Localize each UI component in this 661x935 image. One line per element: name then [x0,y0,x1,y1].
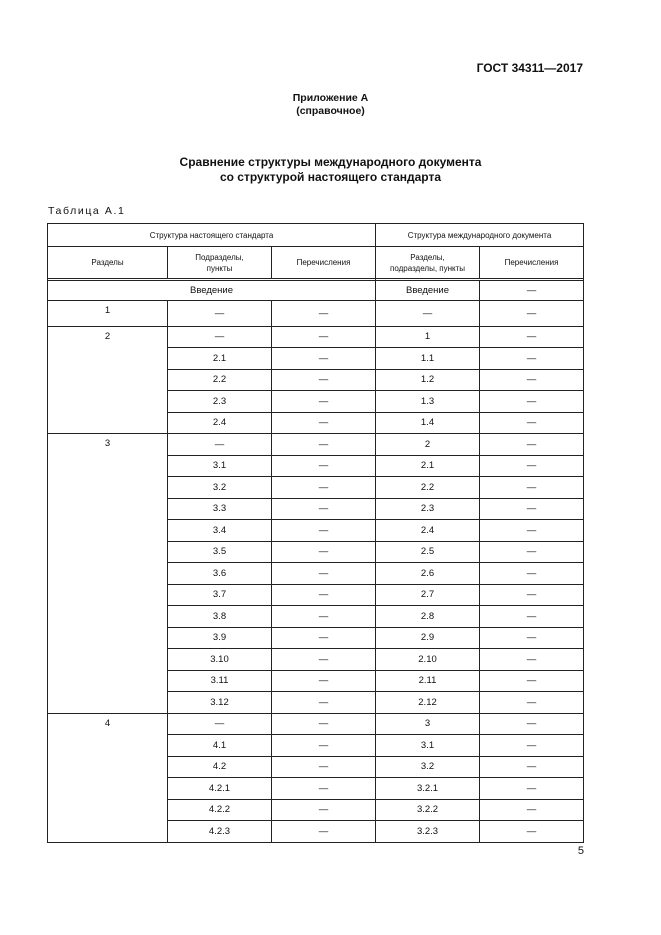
intl-section-cell: 2.8 [376,606,480,628]
intl-section-cell: 1.2 [376,369,480,391]
enumeration-cell: — [272,455,376,477]
intl-enumeration-cell: — [480,649,584,671]
intl-section-cell: 3.2.2 [376,799,480,821]
subsection-cell: 2.1 [168,348,272,370]
intl-section-cell: 2.10 [376,649,480,671]
subsection-cell: 3.2 [168,477,272,499]
subsection-cell: 2.4 [168,412,272,434]
table-row [48,301,584,327]
enumeration-cell: — [272,670,376,692]
col-header-intl-line-2: подразделы, пункты [389,263,466,273]
section-number-cell: 4 [48,713,168,842]
annex-note: (справочное) [296,105,365,117]
col-header-subsections-line-1: Подразделы, [195,252,244,262]
enumeration-cell: — [272,541,376,563]
intl-section-cell: 2 [376,434,480,456]
intl-enumeration-cell: — [480,348,584,370]
enumeration-cell: — [272,369,376,391]
enumeration-cell: — [272,477,376,499]
document-code: ГОСТ 34311—2017 [476,61,583,75]
intl-enumeration-cell: — [480,756,584,778]
intl-section-cell: 2.6 [376,563,480,585]
subsection-cell: 3.8 [168,606,272,628]
intl-enumeration-cell: — [480,369,584,391]
intl-enumeration-cell: — [480,520,584,542]
enumeration-cell: — [272,606,376,628]
heading-line-2: со структурой настоящего стандарта [219,170,442,184]
intl-section-cell: 2.12 [376,692,480,714]
enumeration-cell: — [272,412,376,434]
intl-enumeration-cell: — [480,326,584,348]
introduction-international: Введение [376,281,480,301]
subsection-cell: 3.12 [168,692,272,714]
enumeration-cell: — [272,778,376,800]
intl-section-cell: 3.2.3 [376,821,480,843]
intl-section-cell: 2.7 [376,584,480,606]
enumeration-cell: — [272,584,376,606]
enumeration-cell: — [272,821,376,843]
subsection-cell: 3.7 [168,584,272,606]
intl-section-cell: 2.2 [376,477,480,499]
intl-enumeration-cell: — [480,412,584,434]
enumeration-cell: — [272,799,376,821]
comparison-table [47,223,584,843]
enumeration-cell: — [272,391,376,413]
intl-section-cell: 1.3 [376,391,480,413]
intl-enumeration-cell: — [480,391,584,413]
col-header-subsections [168,247,272,279]
enumeration-cell: — [272,301,376,327]
group-header-national: Структура настоящего стандарта [48,224,376,247]
intl-enumeration-cell: — [480,670,584,692]
intl-enumeration-cell: — [480,735,584,757]
intl-enumeration-cell: — [480,434,584,456]
intl-section-cell: 2.4 [376,520,480,542]
heading-line-1: Сравнение структуры международного документа [179,155,482,169]
subsection-cell: 4.2.1 [168,778,272,800]
intl-section-cell: 2.1 [376,455,480,477]
col-header-intl-enumerations: Перечисления [480,247,584,279]
section-number-cell: 3 [48,434,168,714]
intl-enumeration-cell: — [480,821,584,843]
enumeration-cell: — [272,498,376,520]
introduction-national: Введение [48,281,376,301]
subsection-cell: 3.3 [168,498,272,520]
col-header-subsections-line-2: пункты [206,263,233,273]
enumeration-cell: — [272,348,376,370]
subsection-cell: — [168,434,272,456]
subsection-cell: 4.2 [168,756,272,778]
annex-title: Приложение А [292,92,369,104]
subsection-cell: 2.2 [168,369,272,391]
page-number: 5 [577,845,584,857]
table-column-header-row [48,247,584,279]
intl-section-cell: 1 [376,326,480,348]
table-row [48,713,584,735]
col-header-intl-line-1: Разделы, [410,252,445,262]
annex-heading [0,92,661,118]
intl-section-cell: 3.2 [376,756,480,778]
subsection-cell: 3.11 [168,670,272,692]
col-header-enumerations: Перечисления [272,247,376,279]
introduction-international-enum: — [480,281,584,301]
subsection-cell: 3.9 [168,627,272,649]
enumeration-cell: — [272,756,376,778]
intl-enumeration-cell: — [480,301,584,327]
enumeration-cell: — [272,434,376,456]
enumeration-cell: — [272,563,376,585]
subsection-cell: 4.2.2 [168,799,272,821]
intl-enumeration-cell: — [480,477,584,499]
intl-enumeration-cell: — [480,627,584,649]
intl-section-cell: 1.1 [376,348,480,370]
intl-section-cell: 3 [376,713,480,735]
subsection-cell: 2.3 [168,391,272,413]
subsection-cell: 3.4 [168,520,272,542]
subsection-cell: 3.5 [168,541,272,563]
intl-section-cell: 3.1 [376,735,480,757]
subsection-cell: 3.6 [168,563,272,585]
intl-enumeration-cell: — [480,584,584,606]
enumeration-cell: — [272,735,376,757]
intl-enumeration-cell: — [480,713,584,735]
intl-enumeration-cell: — [480,455,584,477]
col-header-sections: Разделы [48,247,168,279]
enumeration-cell: — [272,692,376,714]
col-header-intl-sections [376,247,480,279]
intl-section-cell: 2.9 [376,627,480,649]
table-group-header-row [48,224,584,247]
section-number-cell: 1 [48,301,168,327]
intl-section-cell: 2.5 [376,541,480,563]
enumeration-cell: — [272,627,376,649]
intl-enumeration-cell: — [480,563,584,585]
subsection-cell: — [168,713,272,735]
intl-enumeration-cell: — [480,606,584,628]
table-caption: Таблица А.1 [48,205,126,217]
enumeration-cell: — [272,649,376,671]
intl-section-cell: 2.11 [376,670,480,692]
subsection-cell: 3.10 [168,649,272,671]
enumeration-cell: — [272,326,376,348]
section-number-cell: 2 [48,326,168,434]
subsection-cell: — [168,326,272,348]
intl-enumeration-cell: — [480,778,584,800]
group-header-international: Структура международного документа [376,224,584,247]
intl-section-cell: 1.4 [376,412,480,434]
intl-enumeration-cell: — [480,692,584,714]
intl-section-cell: 2.3 [376,498,480,520]
enumeration-cell: — [272,520,376,542]
subsection-cell: 4.2.3 [168,821,272,843]
intl-section-cell: 3.2.1 [376,778,480,800]
section-heading [0,155,661,185]
intl-enumeration-cell: — [480,541,584,563]
intl-enumeration-cell: — [480,799,584,821]
subsection-cell: — [168,301,272,327]
enumeration-cell: — [272,713,376,735]
table-row [48,434,584,456]
introduction-row [48,281,584,301]
table-row [48,326,584,348]
subsection-cell: 4.1 [168,735,272,757]
subsection-cell: 3.1 [168,455,272,477]
intl-section-cell: — [376,301,480,327]
intl-enumeration-cell: — [480,498,584,520]
